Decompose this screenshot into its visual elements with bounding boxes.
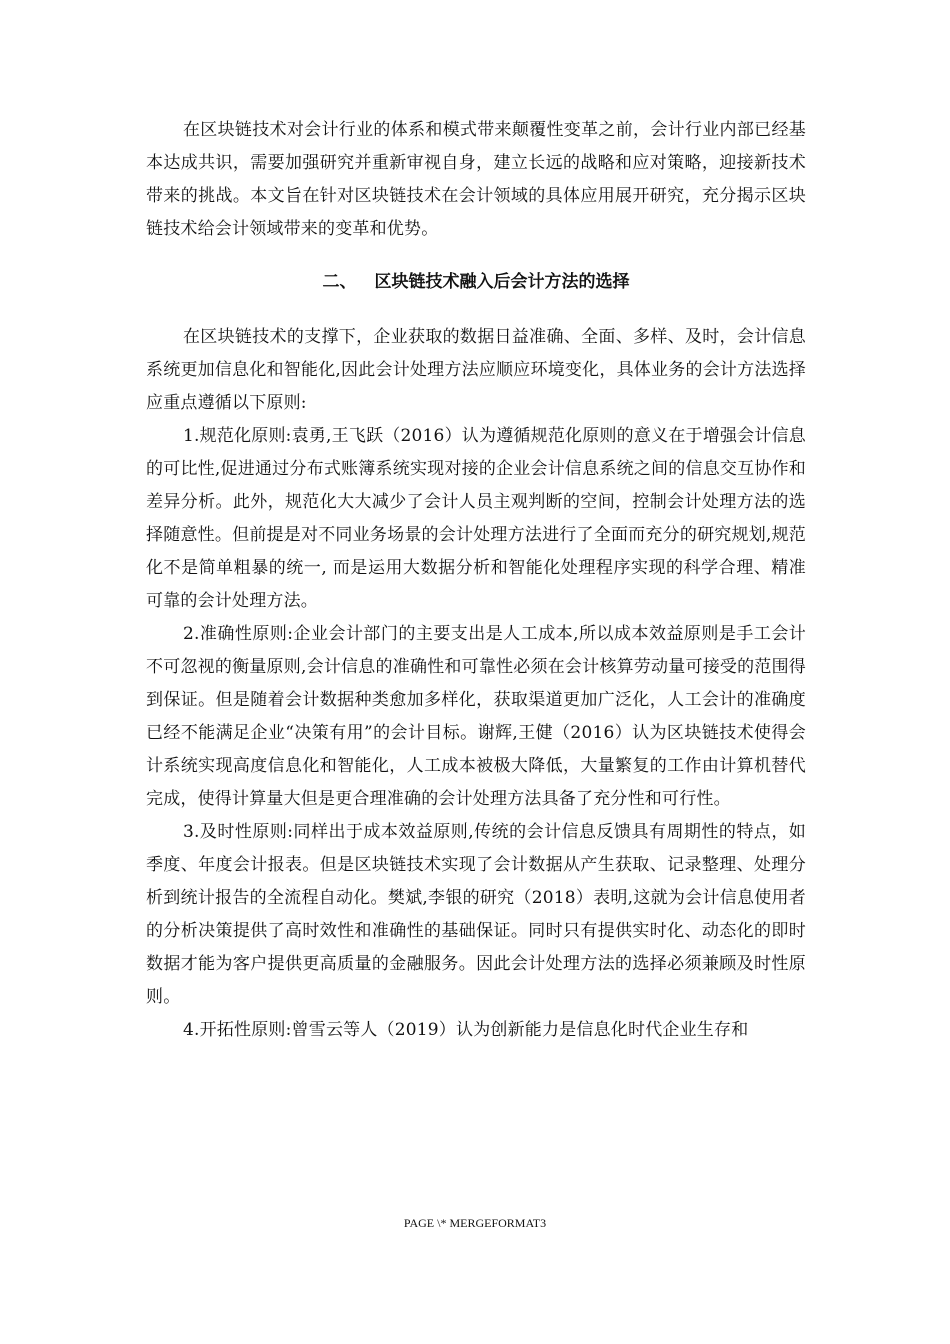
principle-paragraph-1: 1.规范化原则:袁勇,王飞跃（2016）认为遵循规范化原则的意义在于增强会计信息的可比性,促进通过分布式账簿系统实现对接的企业会计信息系统之间的信息交互协作和差异分析。此外，规范化大大减少了会计人员主观判断的空间，控制会计处理方法的选择随意性。但前提是对不同业务场景的会计处理方法进行了全面而充分的研究规划,规范化不是简单粗暴的统一, 而是运用大数据分析和智能化处理程序实现的科学合理、精准可靠的会计处理方法。 (146, 426, 806, 611)
section-number: 二、 (322, 272, 357, 292)
section-title: 区块链技术融入后会计方法的选择 (374, 272, 630, 292)
document-body (146, 114, 806, 1047)
section-heading (146, 266, 806, 299)
section-intro-paragraph: 在区块链技术的支撑下，企业获取的数据日益准确、全面、多样、及时，会计信息系统更加信息化和智能化,因此会计处理方法应顺应环境变化，具体业务的会计方法选择应重点遵循以下原则: (146, 327, 806, 413)
intro-paragraph: 在区块链技术对会计行业的体系和模式带来颠覆性变革之前，会计行业内部已经基本达成共识，需要加强研究并重新审视自身，建立长远的战略和应对策略，迎接新技术带来的挑战。本文旨在针对区块链技术在会计领域的具体应用展开研究，充分揭示区块链技术给会计领域带来的变革和优势。 (146, 120, 806, 239)
principle-paragraph-4: 4.开拓性原则:曾雪云等人（2019）认为创新能力是信息化时代企业生存和 (183, 1020, 749, 1040)
principle-paragraph-3: 3.及时性原则:同样出于成本效益原则,传统的会计信息反馈具有周期性的特点，如季度、年度会计报表。但是区块链技术实现了会计数据从产生获取、记录整理、处理分析到统计报告的全流程自动化。樊斌,李银的研究（2018）表明,这就为会计信息使用者的分析决策提供了高时效性和准确性的基础保证。同时只有提供实时化、动态化的即时数据才能为客户提供更高质量的金融服务。因此会计处理方法的选择必须兼顾及时性原则。 (146, 822, 806, 1007)
page-footer: PAGE \* MERGEFORMAT3 (403, 1216, 547, 1230)
principle-paragraph-2: 2.准确性原则:企业会计部门的主要支出是人工成本,所以成本效益原则是手工会计不可忽视的衡量原则,会计信息的准确性和可靠性必须在会计核算劳动量可接受的范围得到保证。但是随着会计数据种类愈加多样化，获取渠道更加广泛化，人工会计的准确度已经不能满足企业“决策有用”的会计目标。谢辉,王健（2016）认为区块链技术使得会计系统实现高度信息化和智能化，人工成本被极大降低，大量繁复的工作由计算机替代完成，使得计算量大但是更合理准确的会计处理方法具备了充分性和可行性。 (146, 624, 806, 809)
